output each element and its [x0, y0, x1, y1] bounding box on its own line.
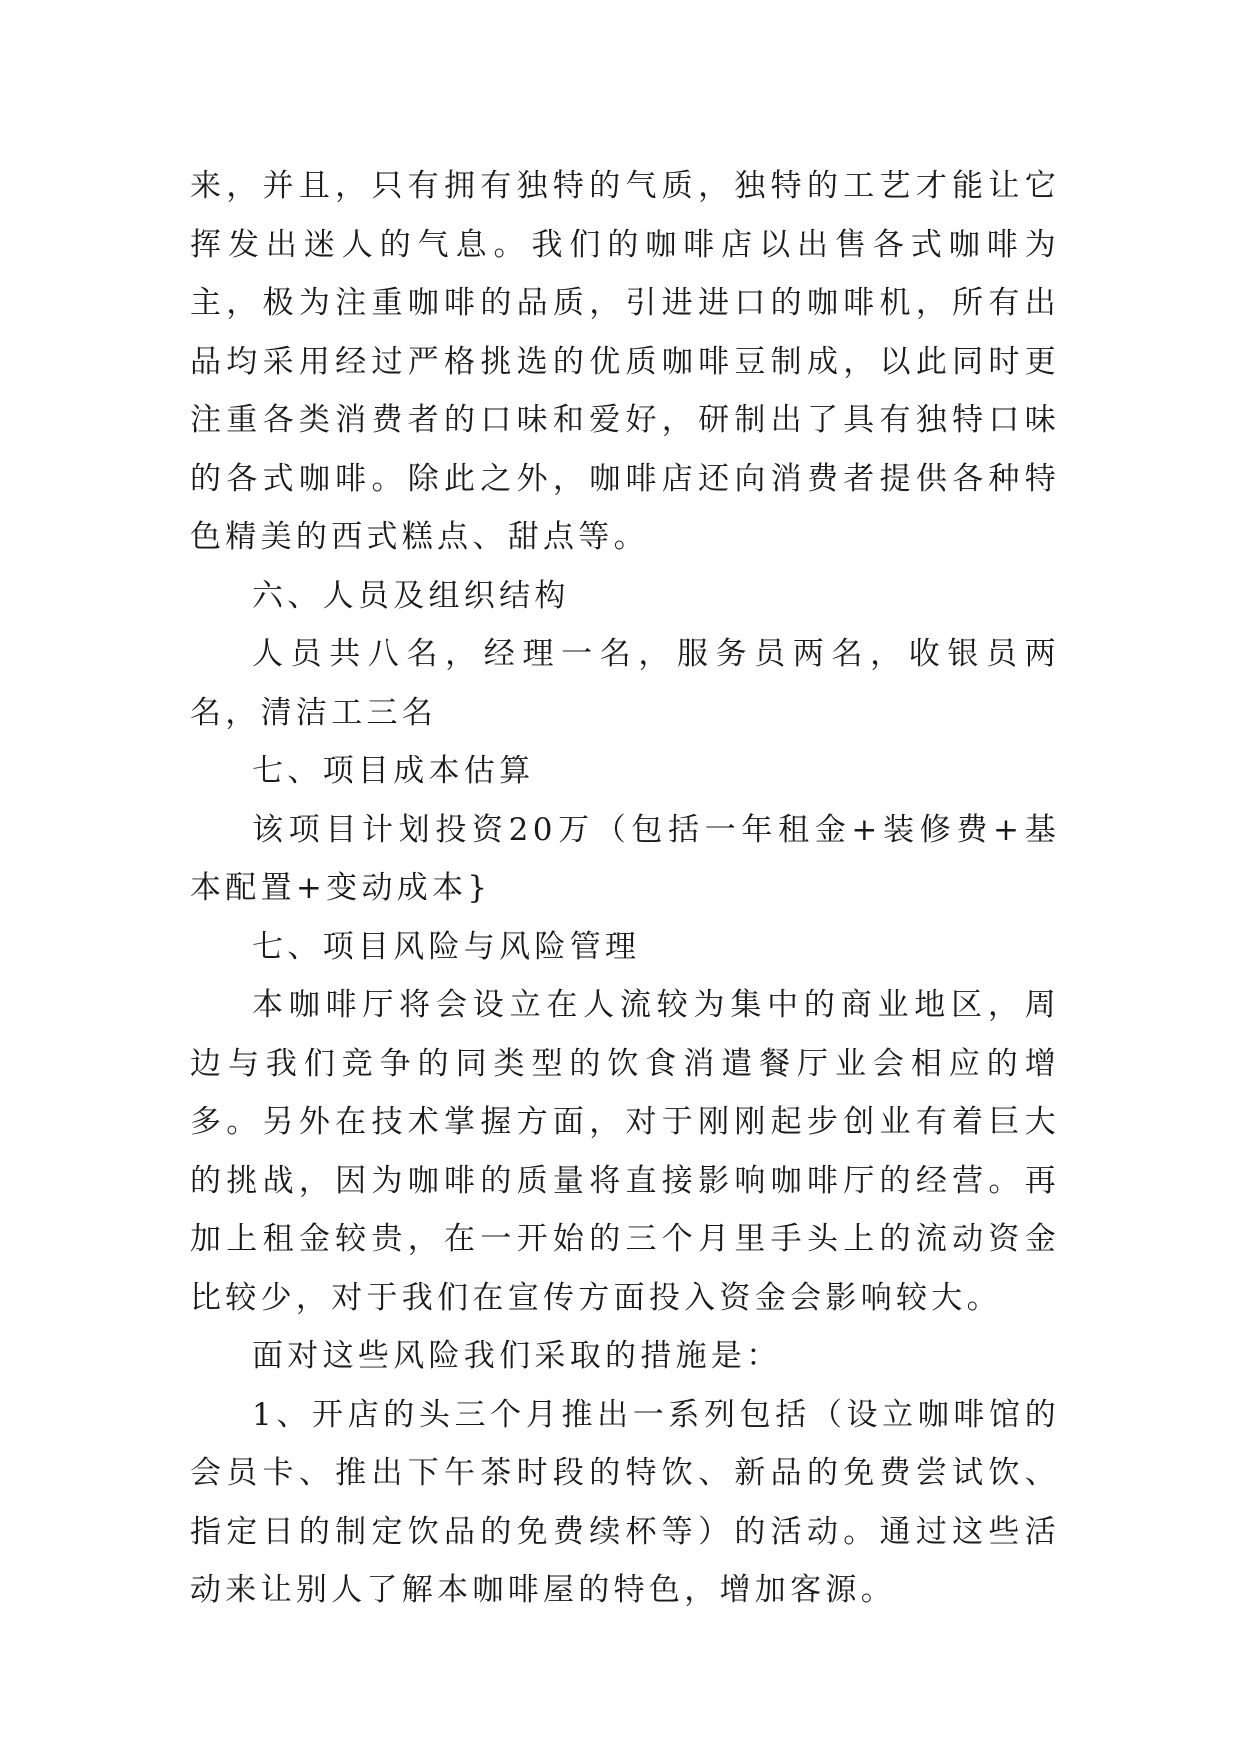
heading-staff-structure: 六、人员及组织结构 [252, 577, 570, 614]
paragraph-measure-1: 1、开店的头三个月推出一系列包括（设立咖啡馆的会员卡、推出下午茶时段的特饮、新品的免费尝试饮、指定日的制定饮品的免费续杯等）的活动。通过这些活动来让别人了解本咖啡屋的特色，增加客源。 [190, 1396, 1060, 1608]
document-body [190, 157, 1060, 1620]
heading-risk-management: 七、项目风险与风险管理 [252, 928, 641, 965]
paragraph-cost: 该项目计划投资20万（包括一年租金+装修费+基本配置+变动成本} [190, 811, 1060, 906]
paragraph-measures-intro: 面对这些风险我们采取的措施是： [252, 1338, 782, 1374]
paragraph-risk: 本咖啡厅将会设立在人流较为集中的商业地区，周边与我们竞争的同类型的饮食消遣餐厅业会相应的增多。另外在技术掌握方面，对于刚刚起步创业有着巨大的挑战，因为咖啡的质量将直接影响咖啡厅的经营。再加上租金较贵，在一开始的三个月里手头上的流动资金比较少，对于我们在宣传方面投入资金会影响较大。 [190, 987, 1060, 1316]
heading-cost-estimate: 七、项目成本估算 [252, 753, 535, 789]
paragraph-staff: 人员共八名，经理一名，服务员两名，收银员两名，清洁工三名 [190, 636, 1060, 731]
paragraph-continued-intro: 来，并且，只有拥有独特的气质，独特的工艺才能让它挥发出迷人的气息。我们的咖啡店以出售各式咖啡为主，极为注重咖啡的品质，引进进口的咖啡机，所有出品均采用经过严格挑选的优质咖啡豆制成，以此同时更注重各类消费者的口味和爱好，研制出了具有独特口味的各式咖啡。除此之外，咖啡店还向消费者提供各种特色精美的西式糕点、甜点等。 [190, 168, 1060, 555]
